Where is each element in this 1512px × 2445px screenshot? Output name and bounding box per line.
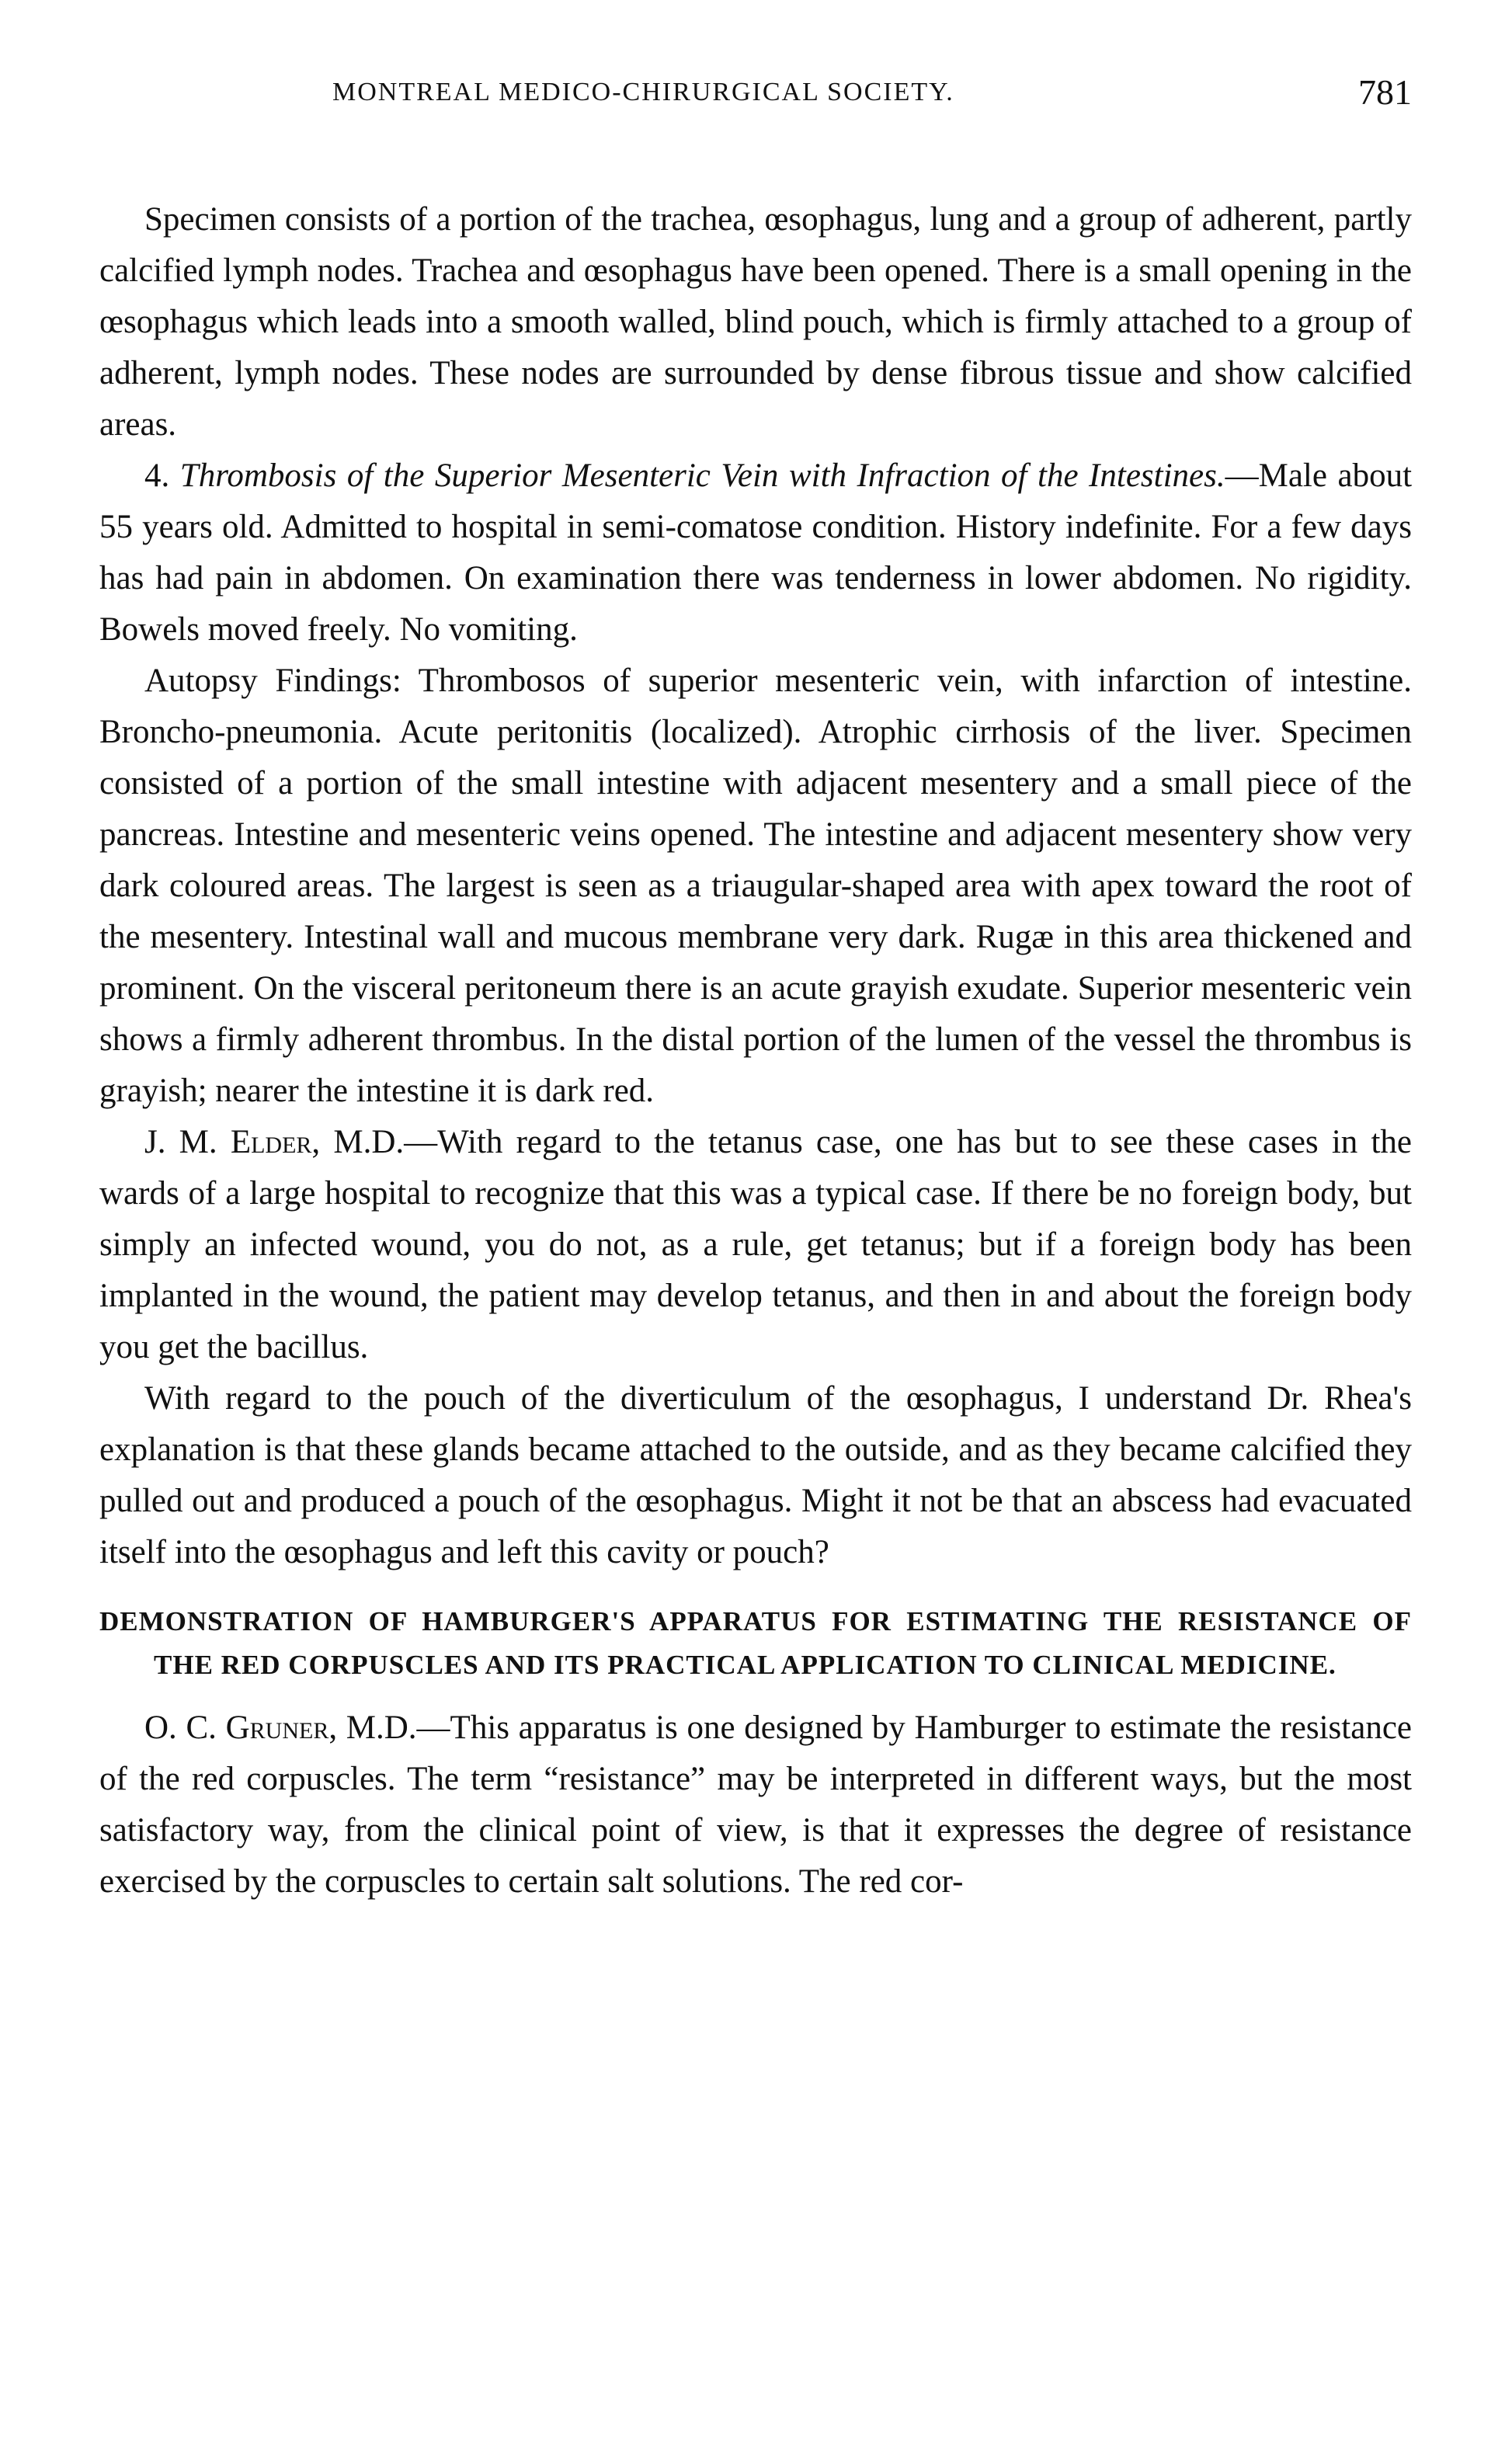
document-page: [99, 71, 1412, 1908]
section-heading: DEMONSTRATION OF HAMBURGER'S APPARATUS FOR ESTIMATING THE RESISTANCE OF THE RED CORPUSCLES AND ITS PRACTICAL APPLICATION TO CLINICAL MEDICINE.: [99, 1606, 1412, 1680]
page-number: 781: [1358, 72, 1412, 112]
case-title: Thrombosis of the Superior Mesenteric Vein with Infraction of the Intestines.: [179, 457, 1225, 494]
case-text: —Male about 55 years old. Admitted to hospital in semi-comatose condition. History indefinite. For a few days has had pain in abdomen. On examination there was tenderness in lower abdomen. No rigidity. Bowels moved freely. No vomiting.: [99, 457, 1413, 648]
case-number: 4.: [144, 457, 170, 494]
autopsy-paragraph: Autopsy Findings: Thrombosos of superior mesenteric vein, with infarction of intestine. Broncho-pneumonia. Acute peritonitis (localized). Atrophic cirrhosis of the liver. Specimen consisted of a portion of the small intestine with adjacent mesentery and a small piece of the pancreas. Intestine and mesenteric veins opened. The intestine and adjacent mesentery show very dark coloured areas. The largest is seen as a triaugular-shaped area with apex toward the root of the mesentery. Intestinal wall and mucous membrane very dark. Rugæ in this area thickened and prominent. On the visceral peritoneum there is an acute grayish exudate. Superior mesenteric vein shows a firmly adherent thrombus. In the distal portion of the lumen of the vessel the thrombus is grayish; nearer the intestine it is dark red.: [99, 663, 1412, 1109]
running-head: [99, 71, 1412, 118]
elder-paragraph: [99, 1117, 1412, 1373]
gruner-text: —This apparatus is one designed by Hamburger to estimate the resistance of the red corpuscles. The term “resistance” may be interpreted in different ways, but the most satisfactory way, from the clinical point of view, is that it expresses the degree of resistance exercised by the corpuscles to certain salt solutions. The red cor-: [99, 1709, 1412, 1900]
elder-speaker: J. M. Elder, M.D.: [144, 1124, 405, 1160]
case-4-paragraph: [99, 450, 1412, 656]
running-title: MONTREAL MEDICO-CHIRURGICAL SOCIETY.: [332, 78, 954, 106]
elder-text: —With regard to the tetanus case, one has but to see these cases in the wards of a large hospital to recognize that this was a typical case. If there be no foreign body, but simply an infected wound, you do not, as a rule, get tetanus; but if a foreign body has been implanted in the wound, the patient may develop tetanus, and then in and about the foreign body you get the bacillus.: [99, 1124, 1412, 1365]
specimen-paragraph: Specimen consists of a portion of the trachea, œsophagus, lung and a group of adherent, partly calcified lymph nodes. Trachea and œsophagus have been opened. There is a small opening in the œsophagus which leads into a smooth walled, blind pouch, which is firmly attached to a group of adherent, lymph nodes. These nodes are surrounded by dense fibrous tissue and show calcified areas.: [99, 201, 1412, 443]
pouch-paragraph: With regard to the pouch of the diverticulum of the œsophagus, I understand Dr. Rhea's explanation is that these glands became attached to the outside, and as they became calcified they pulled out and produced a pouch of the œsophagus. Might it not be that an abscess had evacuated itself into the œsophagus and left this cavity or pouch?: [99, 1380, 1412, 1570]
gruner-paragraph: [99, 1702, 1412, 1908]
gruner-speaker: O. C. Gruner, M.D.: [144, 1709, 417, 1746]
